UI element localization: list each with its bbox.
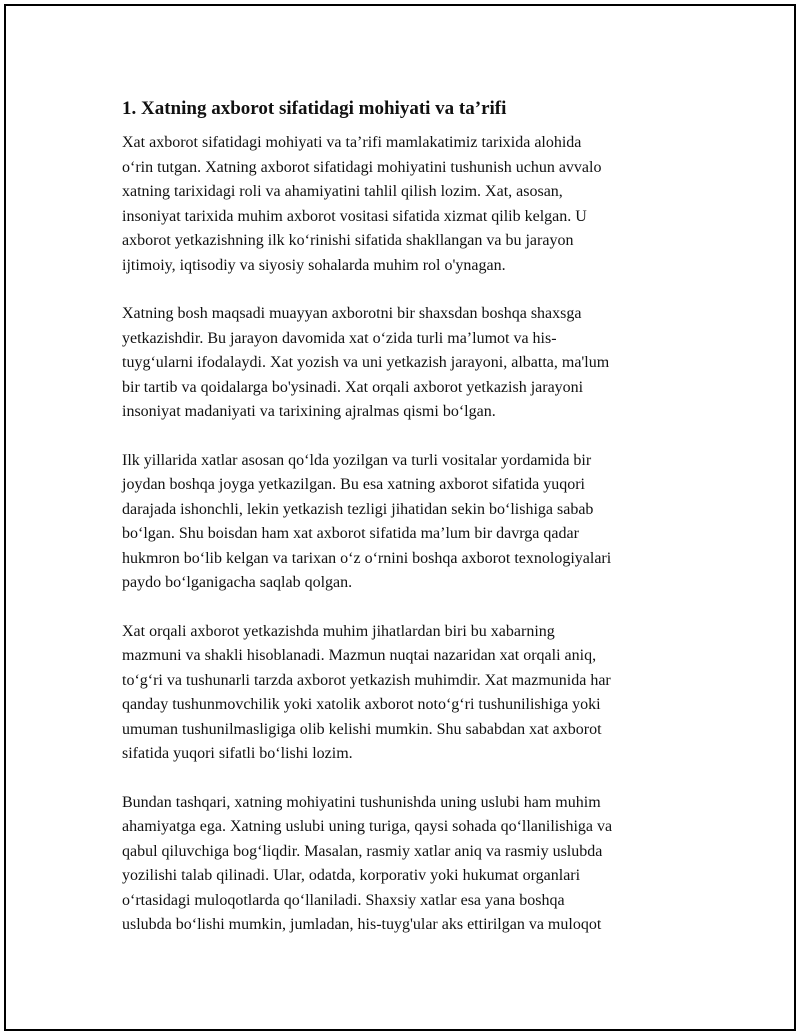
paragraph-4: Xat orqali axborot yetkazishda muhim jihatlardan biri bu xabarning mazmuni va shakli hisoblanadi. Mazmun nuqtai nazaridan xat orqali aniq, to‘g‘ri va tushunarli tarzda axborot yetkazish muhimdir. Xat mazmunida har qanday tushunmovchilik yoki xatolik axborot noto‘g‘ri tushunilishiga yoki umuman tushunilmasligiga olib kelishi mumkin. Shu sababdan xat axborot sifatida yuqori sifatli bo‘lishi lozim. <box>122 622 611 762</box>
paragraph-1: Xat axborot sifatidagi mohiyati va ta’rifi mamlakatimiz tarixida alohida o‘rin tutgan. Xatning axborot sifatidagi mohiyatini tushunish uchun avvalo xatning tarixidagi roli va ahamiyatini tahlil qilish lozim. Xat, asosan, insoniyat tarixida muhim axborot vositasi sifatida xizmat qilib kelgan. U axborot yetkazishning ilk ko‘rinishi sifatida shakllangan va bu jarayon ijtimoiy, iqtisodiy va siyosiy sohalarda muhim rol o'ynagan. <box>122 134 602 274</box>
section-heading: 1. Xatning axborot sifatidagi mohiyati va ta’rifi <box>122 98 507 119</box>
document-body <box>122 96 702 962</box>
paragraph-3: Ilk yillarida xatlar asosan qo‘lda yozilgan va turli vositalar yordamida bir joydan boshqa joyga yetkazilgan. Bu esa xatning axborot sifatida yuqori darajada ishonchli, lekin yetkazish tezligi jihatidan sekin bo‘lishiga sabab bo‘lgan. Shu boisdan ham xat axborot sifatida ma’lum bir davrga qadar hukmron bo‘lib kelgan va tarixan o‘z o‘rnini boshqa axborot texnologiyalari paydo bo‘lganigacha saqlab qolgan. <box>122 451 612 591</box>
paragraph-2: Xatning bosh maqsadi muayyan axborotni bir shaxsdan boshqa shaxsga yetkazishdir. Bu jarayon davomida xat o‘zida turli ma’lumot va his- tuyg‘ularni ifodalaydi. Xat yozish va uni yetkazish jarayoni, albatta, ma'lum bir tartib va qoidalarga bo'ysinadi. Xat orqali axborot yetkazish jarayoni insoniyat madaniyati va tarixining ajralmas qismi bo‘lgan. <box>122 305 610 420</box>
paragraph-5: Bundan tashqari, xatning mohiyatini tushunishda uning uslubi ham muhim ahamiyatga ega. Xatning uslubi uning turiga, qaysi sohada qo‘llanilishiga va qabul qiluvchiga bog‘liqdir. Masalan, rasmiy xatlar aniq va rasmiy uslubda yozilishi talab qilinadi. Ular, odatda, korporativ yoki hukumat organlari o‘rtasidagi muloqotlarda qo‘llaniladi. Shaxsiy xatlar esa yana boshqa uslubda bo‘lishi mumkin, jumladan, his-tuyg'ular aks ettirilgan va muloqot <box>122 793 613 933</box>
document-page <box>4 4 796 1031</box>
